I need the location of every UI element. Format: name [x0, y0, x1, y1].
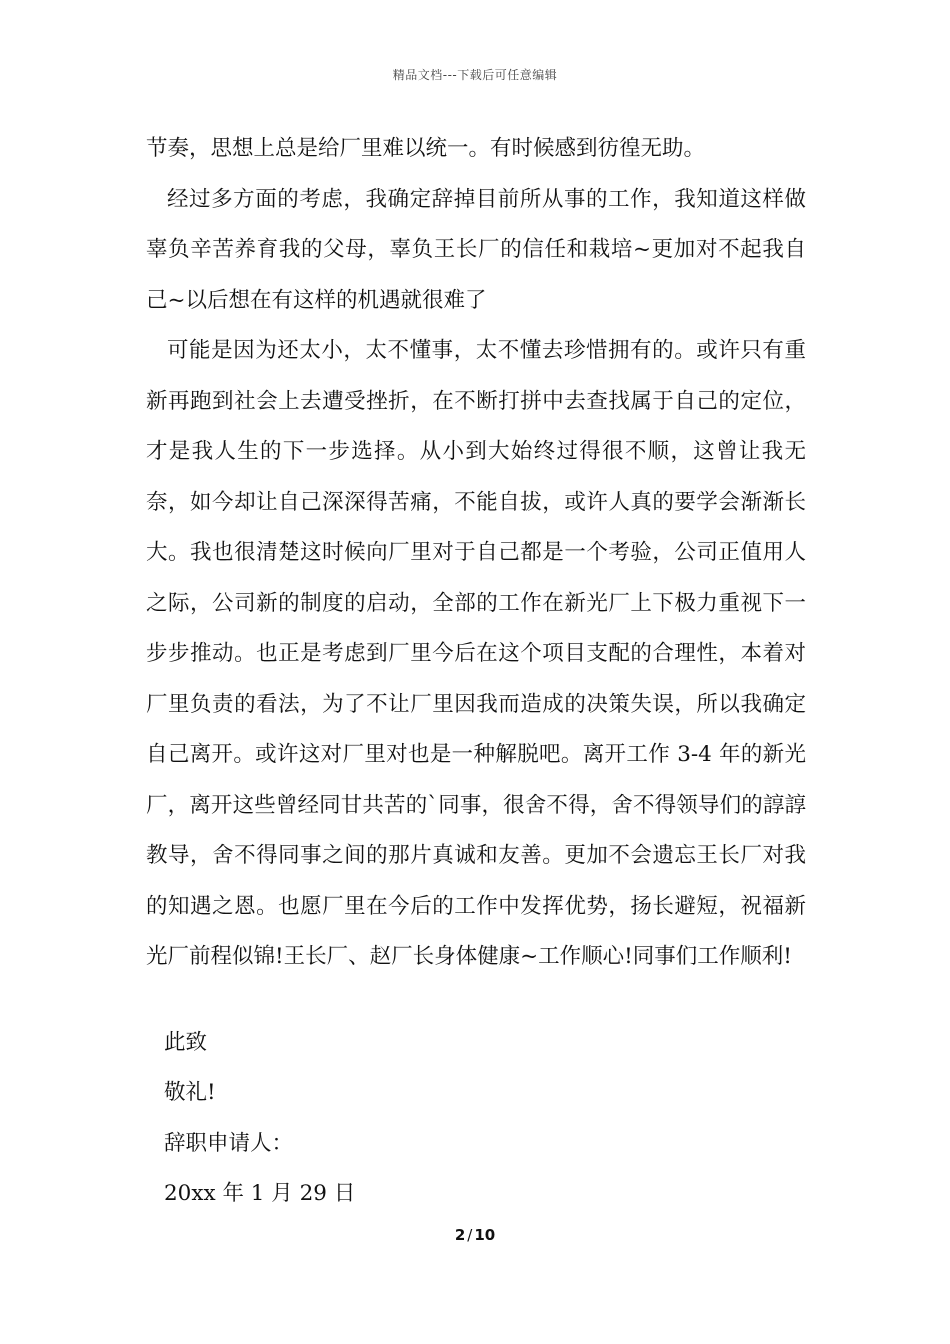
- current-page-number: 2: [454, 1226, 466, 1244]
- page-number: [0, 1226, 950, 1244]
- page-header: 精品文档---下载后可任意编辑: [392, 68, 558, 82]
- closing-salutation: 此致: [164, 1030, 208, 1055]
- paragraph-decision: 经过多方面的考虑，我确定辞掉目前所从事的工作，我知道这样做辜负辛苦养育我的父母，辜负王长厂的信任和栽培~更加对不起我自己~以后想在有这样的机遇就很难了: [146, 186, 806, 313]
- page-separator: /: [467, 1226, 473, 1244]
- closing-date: 20xx 年 1 月 29 日: [164, 1181, 356, 1206]
- total-page-count: 10: [474, 1226, 496, 1244]
- paragraph-continuation: 节奏，思想上总是给厂里难以统一。有时候感到彷徨无助。: [146, 136, 706, 161]
- paragraph-reasons: 可能是因为还太小，太不懂事，太不懂去珍惜拥有的。或许只有重新再跑到社会上去遭受挫折，在不断打拼中去查找属于自己的定位，才是我人生的下一步选择。从小到大始终过得很不顺，这曾让我无奈，如今却让自己深深得苦痛，不能自拔，或许人真的要学会渐渐长大。我也很清楚这时候向厂里对于自己都是一个考验，公司正值用人之际，公司新的制度的启动，全部的工作在新光厂上下极力重视下一步步推动。也正是考虑到厂里今后在这个项目支配的合理性，本着对厂里负责的看法，为了不让厂里因我而造成的决策失误，所以我确定自己离开。或许这对厂里对也是一种解脱吧。离开工作 3-4 年的新光厂，离开这些曾经同甘共苦的`同事，很舍不得，舍不得领导们的諄諄教导，舍不得同事之间的那片真诚和友善。更加不会遗忘王长厂对我的知遇之恩。也愿厂里在今后的工作中发挥优势，扬长避短，祝福新光厂前程似锦!王长厂、赵厂长身体健康~工作顺心!同事们工作顺利!: [146, 338, 806, 969]
- closing-applicant: 辞职申请人：: [164, 1131, 294, 1156]
- document-body: [146, 124, 806, 983]
- closing-regards: 敬礼!: [164, 1080, 216, 1105]
